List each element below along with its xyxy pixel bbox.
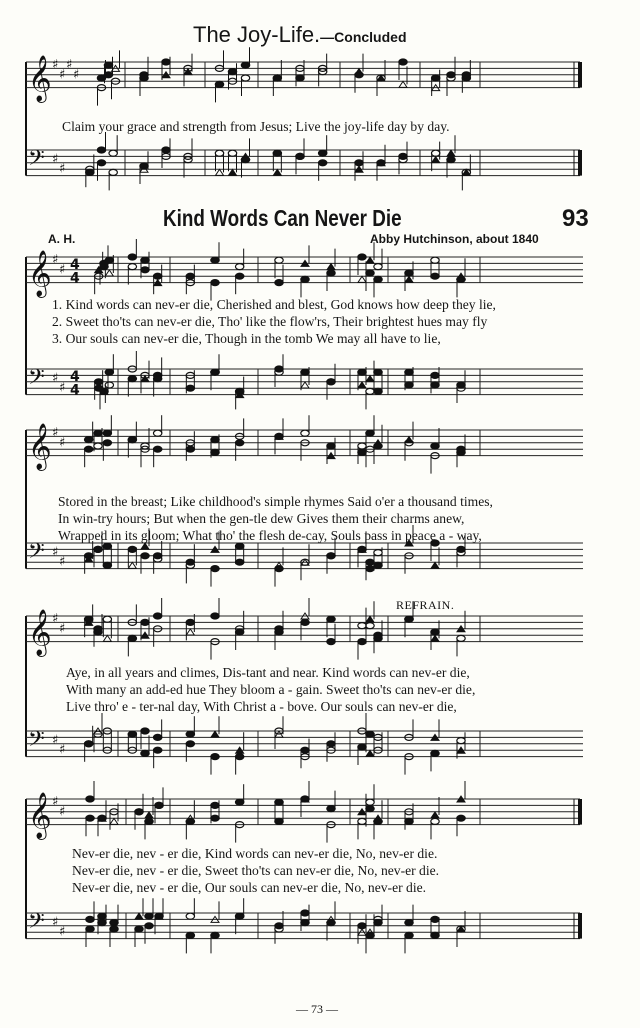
note-head: [105, 257, 113, 263]
note-head: [145, 913, 153, 919]
note-head: [366, 257, 374, 263]
note-head: [135, 926, 143, 932]
note-head: [301, 796, 309, 802]
key-sharp: ♯: [59, 262, 66, 278]
note-head: [457, 382, 465, 388]
note-head: [84, 553, 92, 559]
verse-line: Aye, in all years and climes, Dis-tant and near. Kind words can nev-er die,: [66, 665, 470, 680]
note-head: [228, 150, 236, 156]
note-head: [100, 388, 108, 394]
time-signature: 4: [70, 270, 80, 287]
note-head: [296, 153, 304, 159]
note-head: [128, 731, 136, 737]
note-head: [84, 446, 92, 452]
concluded-hymn-subtitle: —Concluded: [320, 29, 407, 45]
note-head: [216, 169, 224, 175]
key-sharp: ♯: [59, 67, 66, 83]
key-sharp: ♯: [59, 554, 66, 570]
note-head: [358, 818, 366, 824]
refrain-label: REFRAIN.: [396, 598, 455, 612]
note-head: [358, 276, 366, 282]
note-head: [215, 81, 223, 87]
note-head: [374, 443, 382, 449]
note-head: [301, 430, 309, 436]
note-head: [215, 150, 223, 156]
note-head: [275, 923, 283, 929]
note-head: [103, 616, 111, 622]
treble-clef: 𝄞: [28, 609, 52, 656]
note-head: [358, 639, 366, 645]
note-head: [186, 385, 194, 391]
note-head: [98, 913, 106, 919]
note-head: [162, 147, 170, 153]
note-head: [186, 913, 194, 919]
note-head: [366, 388, 374, 394]
note-head: [153, 430, 161, 436]
note-head: [153, 273, 161, 279]
note-head: [405, 616, 413, 622]
note-head: [431, 932, 439, 938]
note-head: [366, 270, 374, 276]
note-head: [153, 446, 161, 452]
note-head: [186, 818, 194, 824]
note-head: [141, 267, 149, 273]
note-head: [235, 913, 243, 919]
note-head: [431, 150, 439, 156]
note-head: [235, 388, 243, 394]
concluded-hymn-title-text: The Joy-Life.: [193, 22, 321, 47]
note-head: [211, 731, 219, 737]
note-head: [211, 369, 219, 375]
note-head: [405, 382, 413, 388]
note-head: [273, 169, 281, 175]
note-head: [327, 920, 335, 926]
note-head: [186, 619, 194, 625]
verse-line: Nev-er die, nev - er die, Kind words can nev-er die, No, nev-er die.: [72, 846, 438, 861]
note-head: [84, 437, 92, 443]
note-head: [141, 728, 149, 734]
note-head: [431, 629, 439, 635]
note-head: [366, 430, 374, 436]
note-head: [211, 449, 219, 455]
note-head: [110, 818, 118, 824]
note-head: [98, 815, 106, 821]
key-sharp: ♯: [59, 161, 66, 177]
key-sharp: ♯: [59, 804, 66, 820]
note-head: [186, 446, 194, 452]
note-head: [153, 613, 161, 619]
note-head: [432, 157, 440, 163]
note-head: [186, 731, 194, 737]
note-head: [366, 750, 374, 756]
note-head: [431, 818, 439, 824]
verse-line: Wrapped in its gloom; What tho' the flesh de-cay, Souls pass in peace a - way,: [58, 528, 482, 543]
note-head: [301, 747, 309, 753]
bass-clef: 𝄢: [28, 727, 45, 758]
note-head: [84, 616, 92, 622]
note-head: [358, 744, 366, 750]
note-head: [318, 160, 326, 166]
note-head: [275, 629, 283, 635]
note-head: [186, 629, 194, 635]
note-head: [358, 623, 366, 629]
page-number: — 73 —: [296, 1002, 338, 1016]
note-head: [431, 75, 439, 81]
note-head: [457, 276, 465, 282]
note-head: [94, 443, 102, 449]
hymn-number: 93: [562, 205, 589, 232]
key-sharp: ♯: [52, 733, 59, 749]
note-head: [103, 440, 111, 446]
note-head: [405, 270, 413, 276]
note-head: [327, 806, 335, 812]
note-head: [110, 920, 118, 926]
note-head: [153, 553, 161, 559]
note-head: [94, 626, 102, 632]
note-head: [241, 75, 249, 81]
note-head: [128, 376, 136, 382]
note-head: [211, 802, 219, 808]
note-head: [110, 926, 118, 932]
key-sharp: ♯: [66, 57, 73, 73]
concluded-hymn-lyric: Claim your grace and strength from Jesus; Live the joy-life day by day.: [62, 119, 450, 134]
note-head: [358, 369, 366, 375]
note-head: [141, 553, 149, 559]
note-head: [128, 254, 136, 260]
key-sharp: ♯: [59, 742, 66, 758]
note-head: [235, 273, 243, 279]
note-head: [211, 754, 219, 760]
note-head: [374, 818, 382, 824]
note-head: [97, 160, 105, 166]
note-head: [355, 160, 363, 166]
note-head: [374, 369, 382, 375]
note-head: [431, 562, 439, 568]
note-head: [358, 382, 366, 388]
note-head: [366, 731, 374, 737]
note-head: [358, 546, 366, 552]
note-head: [405, 932, 413, 938]
note-head: [211, 815, 219, 821]
note-head: [104, 62, 112, 68]
note-head: [235, 440, 243, 446]
note-head: [153, 747, 161, 753]
note-head: [301, 382, 309, 388]
note-head: [135, 809, 143, 815]
key-sharp: ♯: [52, 152, 59, 168]
note-head: [301, 276, 309, 282]
key-sharp: ♯: [59, 621, 66, 637]
note-head: [235, 799, 243, 805]
note-head: [275, 818, 283, 824]
note-head: [275, 566, 283, 572]
note-head: [374, 562, 382, 568]
note-head: [374, 388, 382, 394]
note-head: [366, 559, 374, 565]
note-head: [366, 616, 374, 622]
note-head: [235, 543, 243, 549]
treble-clef: 𝄞: [28, 792, 52, 839]
note-head: [431, 257, 439, 263]
key-sharp: ♯: [59, 380, 66, 396]
time-signature: 4: [70, 382, 80, 399]
verse-line: Stored in the breast; Like childhood's simple rhymes Said o'er a thousand times,: [58, 494, 493, 509]
note-head: [211, 932, 219, 938]
note-head: [301, 619, 309, 625]
note-head: [366, 799, 374, 805]
bass-clef: 𝄢: [28, 365, 45, 396]
note-head: [100, 264, 108, 270]
note-head: [162, 59, 170, 65]
note-head: [366, 932, 374, 938]
note-head: [366, 806, 374, 812]
note-head: [374, 550, 382, 556]
note-head: [235, 629, 243, 635]
note-head: [273, 150, 281, 156]
note-head: [327, 616, 335, 622]
note-head: [140, 75, 148, 81]
note-head: [431, 812, 439, 818]
note-head: [86, 796, 94, 802]
note-head: [399, 81, 407, 87]
key-sharp: ♯: [73, 67, 80, 83]
note-head: [431, 443, 439, 449]
note-head: [109, 169, 117, 175]
note-head: [128, 635, 136, 641]
note-head: [145, 923, 153, 929]
note-head: [186, 273, 194, 279]
note-head: [431, 916, 439, 922]
note-head: [318, 150, 326, 156]
note-head: [228, 69, 236, 75]
note-head: [211, 566, 219, 572]
note-head: [103, 430, 111, 436]
note-head: [327, 741, 335, 747]
note-head: [301, 369, 309, 375]
note-head: [141, 619, 149, 625]
note-head: [431, 382, 439, 388]
note-head: [366, 376, 374, 382]
note-head: [145, 812, 153, 818]
note-head: [366, 566, 374, 572]
hymn-author: A. H.: [48, 232, 76, 246]
note-head: [377, 160, 385, 166]
key-sharp: ♯: [52, 545, 59, 561]
note-head: [103, 562, 111, 568]
bass-clef: 𝄢: [28, 909, 45, 940]
note-head: [128, 546, 136, 552]
note-head: [105, 270, 113, 276]
note-head: [94, 430, 102, 436]
verse-line: 2. Sweet tho'ts can nev-er die, Tho' like the flow'rs, Their brightest hues may fly: [52, 314, 488, 329]
note-head: [186, 932, 194, 938]
note-head: [374, 264, 382, 270]
key-sharp: ♯: [52, 611, 59, 627]
note-head: [97, 147, 105, 153]
note-head: [301, 910, 309, 916]
note-head: [140, 163, 148, 169]
note-head: [103, 635, 111, 641]
note-head: [457, 546, 465, 552]
note-head: [405, 369, 413, 375]
note-head: [327, 639, 335, 645]
time-signature: 4: [70, 256, 80, 273]
note-head: [141, 543, 149, 549]
key-sharp: ♯: [59, 435, 66, 451]
key-sharp: ♯: [52, 794, 59, 810]
note-head: [155, 913, 163, 919]
verse-line: Nev-er die, nev - er die, Sweet tho'ts can nev-er die, No, nev-er die.: [72, 863, 440, 878]
treble-clef: 𝄞: [28, 55, 52, 102]
note-head: [457, 738, 465, 744]
note-head: [105, 369, 113, 375]
note-head: [296, 75, 304, 81]
note-head: [275, 433, 283, 439]
note-head: [86, 815, 94, 821]
verse-line: 3. Our souls can nev-er die, Though in the tomb We may all have to lie,: [52, 331, 441, 346]
note-head: [128, 562, 136, 568]
note-head: [186, 741, 194, 747]
note-head: [141, 750, 149, 756]
note-head: [447, 150, 455, 156]
note-head: [211, 437, 219, 443]
note-head: [431, 635, 439, 641]
verse-line: Nev-er die, nev - er die, Our souls can nev-er die, No, nev-er die.: [72, 880, 427, 895]
note-head: [457, 635, 465, 641]
note-head: [431, 750, 439, 756]
bass-clef: 𝄢: [28, 146, 45, 177]
note-head: [358, 443, 366, 449]
note-head: [431, 273, 439, 279]
concluded-hymn-title: [193, 22, 407, 48]
treble-clef: 𝄞: [28, 250, 52, 297]
note-head: [355, 72, 363, 78]
note-head: [235, 754, 243, 760]
note-head: [405, 818, 413, 824]
key-sharp: ♯: [52, 915, 59, 931]
note-head: [229, 169, 237, 175]
note-head: [301, 920, 309, 926]
note-head: [374, 632, 382, 638]
note-head: [235, 264, 243, 270]
note-head: [235, 559, 243, 565]
note-head: [275, 280, 283, 286]
key-sharp: ♯: [52, 425, 59, 441]
note-head: [405, 276, 413, 282]
note-head: [128, 264, 136, 270]
note-head: [103, 543, 111, 549]
verse-line: In win-try hours; But when the gen-tle dew Gives them their charms anew,: [58, 511, 465, 526]
verse-line: Live thro' e - ter-nal day, With Christ a - bove. Our souls can nev-er die,: [66, 699, 457, 714]
note-head: [431, 372, 439, 378]
bass-clef: 𝄢: [28, 539, 45, 570]
note-head: [153, 376, 161, 382]
verse-line: 1. Kind words can nev-er die, Cherished and blest, God knows how deep they lie,: [52, 297, 496, 312]
note-head: [358, 923, 366, 929]
note-head: [399, 153, 407, 159]
note-head: [447, 157, 455, 163]
note-head: [327, 270, 335, 276]
note-head: [327, 264, 335, 270]
note-head: [98, 920, 106, 926]
note-head: [105, 382, 113, 388]
verse-line: With many an add-ed hue They bloom a - gain. Sweet tho'ts can nev-er die,: [66, 682, 476, 697]
note-head: [145, 818, 153, 824]
note-head: [358, 449, 366, 455]
hymn-composer: Abby Hutchinson, about 1840: [370, 232, 539, 246]
key-sharp: ♯: [52, 371, 59, 387]
note-head: [86, 926, 94, 932]
note-head: [153, 734, 161, 740]
key-sharp: ♯: [52, 252, 59, 268]
note-head: [405, 920, 413, 926]
note-head: [135, 913, 143, 919]
note-head: [366, 623, 374, 629]
note-head: [94, 379, 102, 385]
note-head: [275, 257, 283, 263]
hymn-title: Kind Words Can Never Die: [163, 205, 402, 231]
note-head: [399, 59, 407, 65]
note-head: [241, 62, 249, 68]
note-head: [104, 72, 112, 78]
note-head: [86, 916, 94, 922]
note-head: [211, 257, 219, 263]
time-signature: 4: [70, 368, 80, 385]
note-head: [358, 254, 366, 260]
note-head: [275, 799, 283, 805]
note-head: [211, 280, 219, 286]
note-head: [462, 72, 470, 78]
note-head: [211, 613, 219, 619]
note-head: [109, 150, 117, 156]
key-sharp: ♯: [59, 924, 66, 940]
note-head: [275, 366, 283, 372]
note-head: [457, 815, 465, 821]
note-head: [84, 741, 92, 747]
key-sharp: ♯: [52, 57, 59, 73]
note-head: [141, 257, 149, 263]
note-head: [457, 446, 465, 452]
treble-clef: 𝄞: [28, 423, 52, 470]
note-head: [273, 75, 281, 81]
note-head: [241, 157, 249, 163]
note-head: [327, 443, 335, 449]
note-head: [374, 276, 382, 282]
